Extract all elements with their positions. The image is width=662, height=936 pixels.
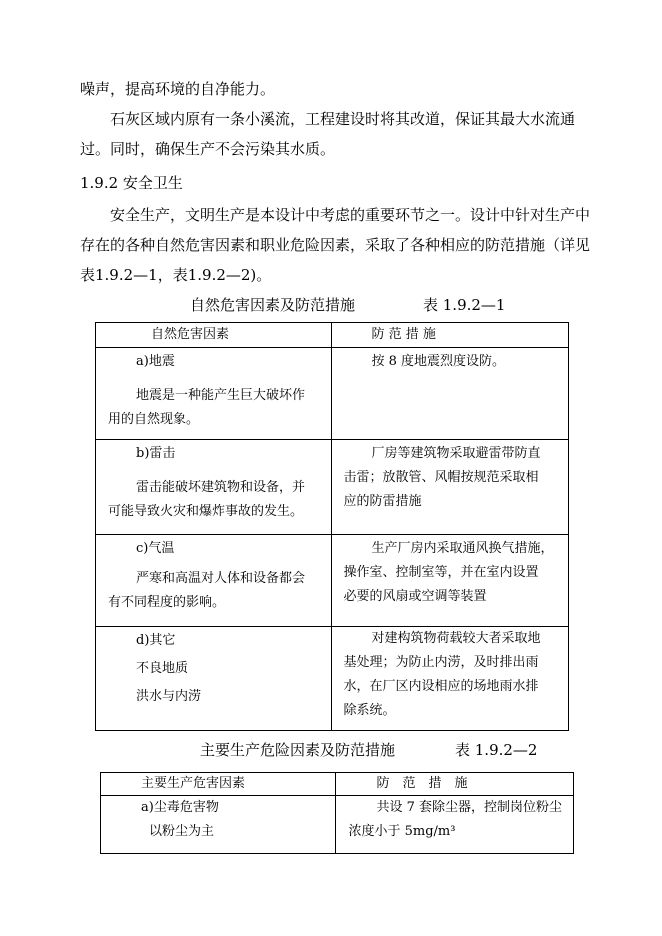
section-heading: 1.9.2 安全卫生	[80, 174, 183, 192]
hazard-cell: a)地震 地震是一种能产生巨大破坏作 用的自然现象。	[96, 348, 332, 440]
table1-caption: 自然危害因素及防范措施	[190, 296, 356, 314]
measure-cell: 生产厂房内采取通风换气措施， 操作室、控制室等，并在室内设置 必要的风扇或空调等装置	[331, 535, 569, 627]
hazard-cell: d)其它 不良地质 洪水与内涝	[96, 627, 332, 731]
table-row	[96, 627, 569, 731]
hazard-cell: b)雷击 雷击能破坏建筑物和设备，并 可能导致火灾和爆炸事故的发生。	[96, 440, 332, 535]
table1-number: 表 1.9.2—1	[423, 296, 506, 314]
table-row	[96, 535, 569, 627]
table-row	[101, 796, 574, 854]
paragraph-safety: 安全生产，文明生产是本设计中考虑的重要环节之一。设计中针对生产中存在的各种自然危害因素和职业危险因素，采取了各种相应的防范措施（详见表1.9.2—1，表1.9.2—2)。	[80, 206, 591, 284]
paragraph-continuation: 噪声，提高环境的自净能力。	[80, 80, 276, 98]
paragraph-stream: 石灰区域内原有一条小溪流，工程建设时将其改道，保证其最大水流通过。同时，确保生产不会污染其水质。	[80, 110, 576, 158]
measure-cell: 按 8 度地震烈度设防。	[331, 348, 569, 440]
table2-number: 表 1.9.2—2	[455, 741, 538, 759]
table-header-row	[101, 773, 574, 796]
table-header-row	[96, 323, 569, 348]
measure-cell: 厂房等建筑物采取避雷带防直 击雷；放散管、风帽按规范采取相 应的防雷措施	[331, 440, 569, 535]
table-header-cell: 主要生产危害因素	[101, 773, 336, 796]
table2-caption: 主要生产危险因素及防范措施	[200, 741, 396, 759]
measure-cell: 对建构筑物荷载较大者采取地 基处理；为防止内涝，及时排出雨 水，在厂区内设相应的场地雨水排 除系统。	[331, 627, 569, 731]
hazard-cell: a)尘毒危害物 以粉尘为主	[101, 796, 336, 854]
measure-cell: 共设 7 套除尘器，控制岗位粉尘 浓度小于 5mg/m³	[336, 796, 574, 854]
hazard-cell: c)气温 严寒和高温对人体和设备都会 有不同程度的影响。	[96, 535, 332, 627]
production-hazards-table	[100, 772, 574, 854]
table-header-cell: 自然危害因素	[96, 323, 332, 348]
natural-hazards-table	[95, 322, 569, 731]
table-header-cell: 防 范 措 施	[336, 773, 574, 796]
table-row	[96, 440, 569, 535]
table-header-cell: 防 范 措 施	[331, 323, 569, 348]
table-row	[96, 348, 569, 440]
